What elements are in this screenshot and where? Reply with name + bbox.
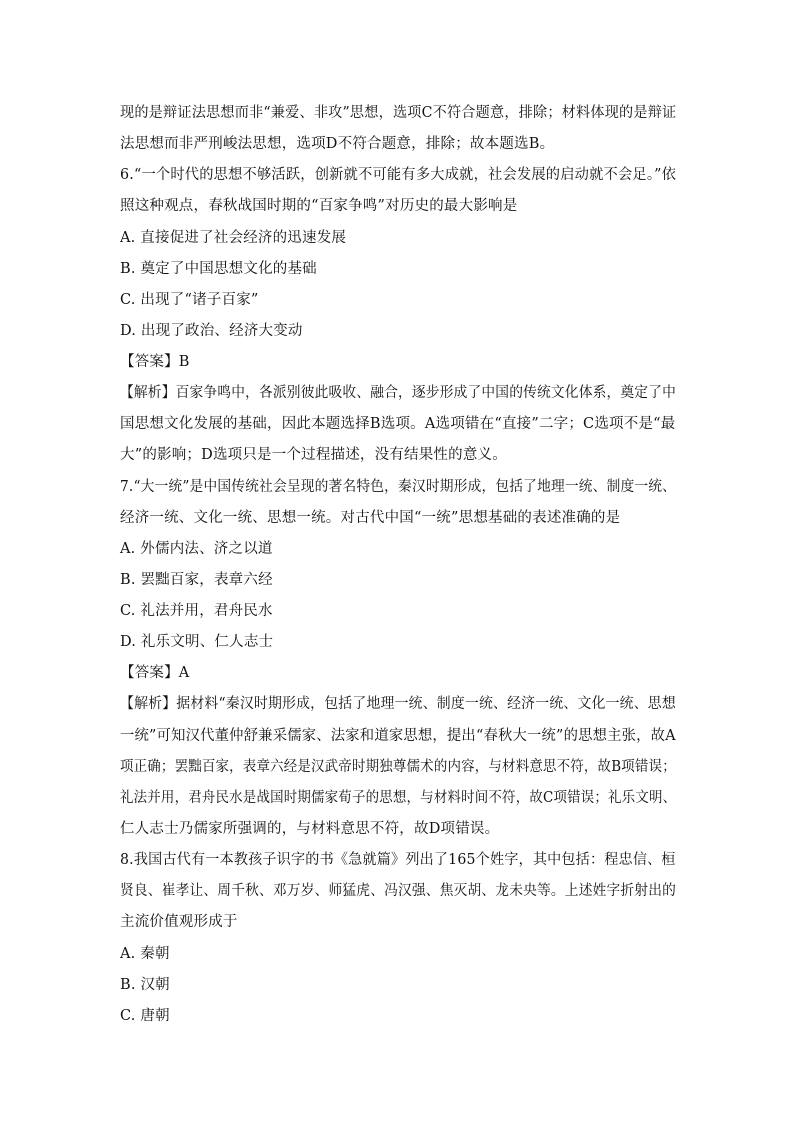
option-c: C. 礼法并用，君舟民水 <box>120 603 273 619</box>
option-b: B. 罢黜百家，表章六经 <box>120 572 273 588</box>
explanation: 【解析】据材料“秦汉时期形成，包括了地理一统、制度一统、经济一统、文化一统、思想 <box>120 696 676 712</box>
question-8-stem: 主流价值观形成于 <box>120 914 238 930</box>
explanation: 一统”可知汉代董仲舒兼采儒家、法家和道家思想，提出“春秋大一统”的思想主张，故A <box>120 728 676 744</box>
explanation: 国思想文化发展的基础，因此本题选择B选项。A选项错在“直接”二字；C选项不是“最 <box>120 416 676 432</box>
option-b: B. 奠定了中国思想文化的基础 <box>120 261 317 277</box>
answer-label: 【答案】B <box>120 354 190 370</box>
option-b: B. 汉朝 <box>120 977 170 993</box>
option-c: C. 出现了“诸子百家” <box>120 292 259 308</box>
text-line: 法思想而非严刑峻法思想，选项D不符合题意，排除；故本题选B。 <box>120 136 555 152</box>
explanation: 仁人志士乃儒家所强调的，与材料意思不符，故D项错误。 <box>120 821 500 837</box>
option-d: D. 礼乐文明、仁人志士 <box>120 634 274 650</box>
question-7-stem: 7.“大一统”是中国传统社会呈现的著名特色，秦汉时期形成，包括了地理一统、制度一统、 <box>120 479 677 495</box>
text-line: 现的是辩证法思想而非“兼爱、非攻”思想，选项C不符合题意，排除；材料体现的是辩证 <box>120 105 677 121</box>
question-6-stem: 照这种观点，春秋战国时期的“百家争鸣”对历史的最大影响是 <box>120 198 518 214</box>
question-8-stem: 贤良、崔孝让、周千秋、邓万岁、师猛虎、冯汉强、焦灭胡、龙未央等。上述姓字折射出的 <box>120 883 677 899</box>
answer-label: 【答案】A <box>120 665 190 681</box>
explanation: 【解析】百家争鸣中，各派别彼此吸收、融合，逐步形成了中国的传统文化体系，奠定了中 <box>120 385 677 401</box>
option-c: C. 唐朝 <box>120 1008 170 1024</box>
explanation: 项正确；罢黜百家，表章六经是汉武帝时期独尊儒术的内容，与材料意思不符，故B项错误； <box>120 759 676 775</box>
explanation: 大”的影响；D选项只是一个过程描述，没有结果性的意义。 <box>120 447 507 463</box>
option-a: A. 秦朝 <box>120 946 170 962</box>
question-6-stem: 6.“一个时代的思想不够活跃，创新就不可能有多大成就，社会发展的启动就不会足。”依 <box>120 167 677 183</box>
option-a: A. 外儒内法、济之以道 <box>120 541 273 557</box>
option-a: A. 直接促进了社会经济的迅速发展 <box>120 230 347 246</box>
explanation: 礼法并用，君舟民水是战国时期儒家荀子的思想，与材料时间不符，故C项错误；礼乐文明、 <box>120 790 677 806</box>
question-8-stem: 8.我国古代有一本教孩子识字的书《急就篇》列出了165个姓字，其中包括：程忠信、桓 <box>120 852 676 868</box>
option-d: D. 出现了政治、经济大变动 <box>120 323 303 339</box>
question-7-stem: 经济一统、文化一统、思想一统。对古代中国“一统”思想基础的表述准确的是 <box>120 510 621 526</box>
